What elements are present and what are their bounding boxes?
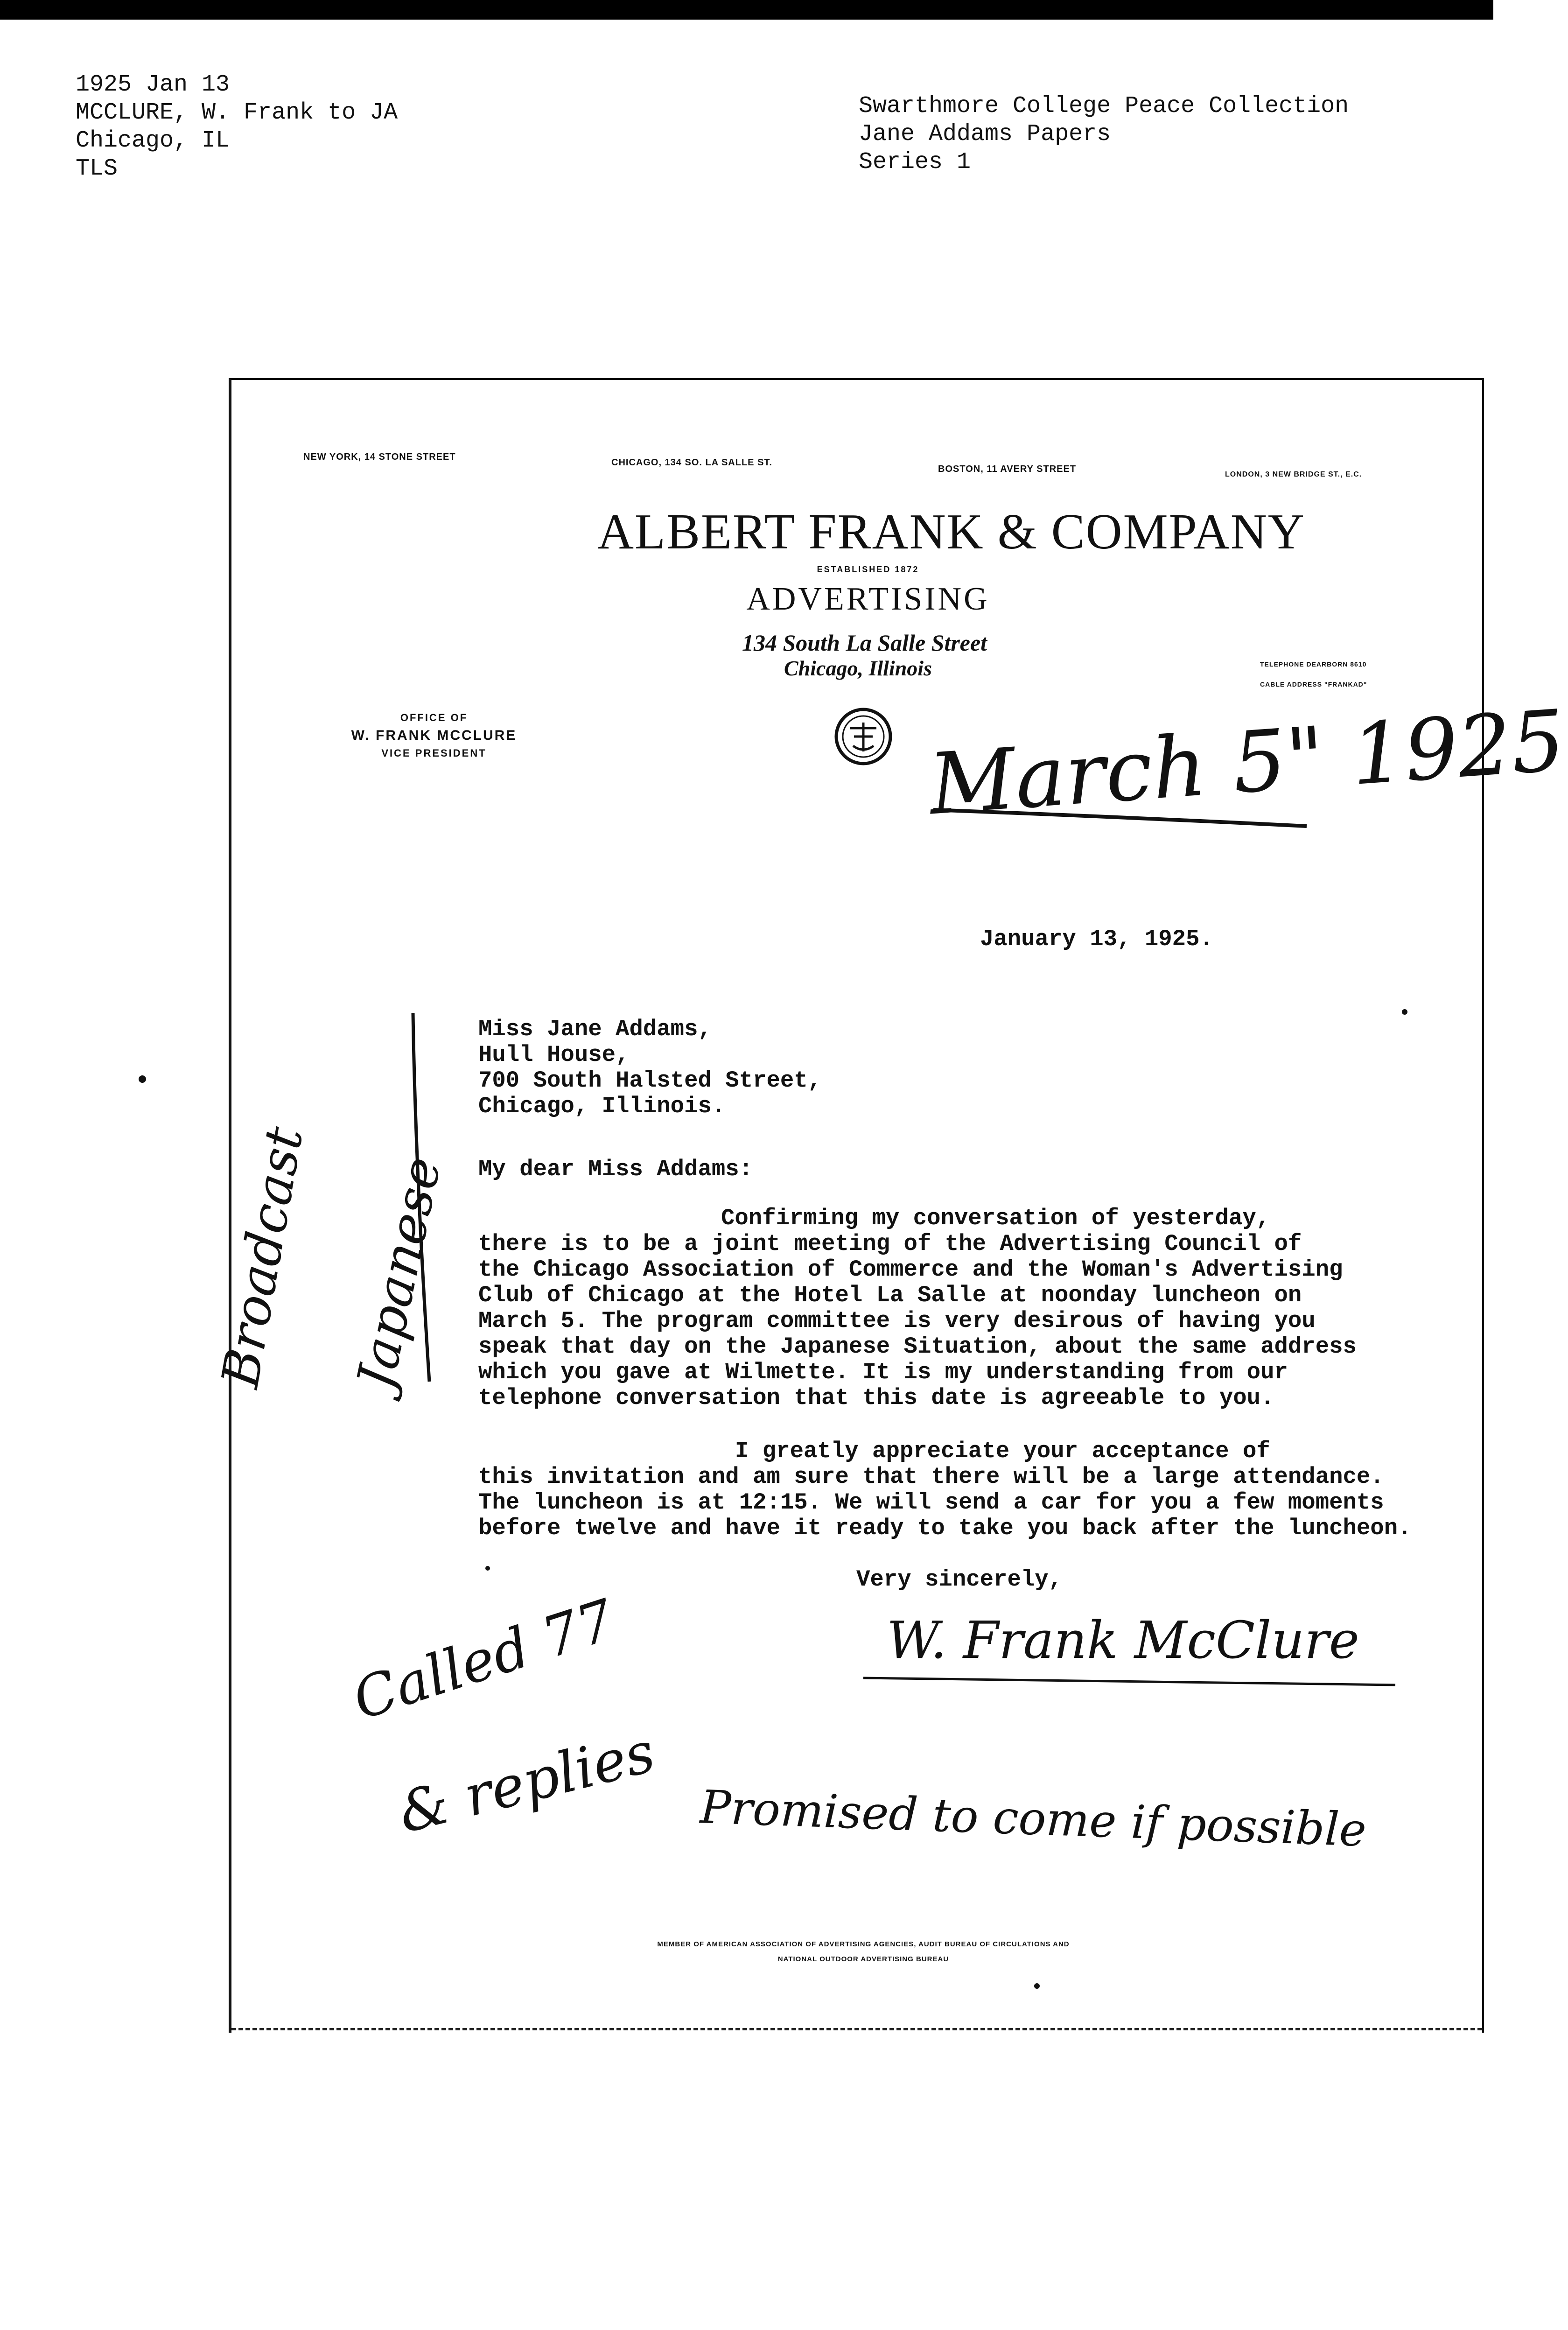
- archive-series: Series 1: [859, 149, 971, 175]
- archive-place: Chicago, IL: [76, 127, 230, 154]
- company-cable: CABLE ADDRESS "FRANKAD": [1260, 681, 1367, 688]
- company-seal-icon: [836, 709, 890, 764]
- closing: Very sincerely,: [856, 1566, 1063, 1593]
- paragraph-line: there is to be a joint meeting of the Advertising Council of: [478, 1231, 1302, 1257]
- paragraph-line: speak that day on the Japanese Situation, about the same address: [478, 1333, 1357, 1360]
- handwritten-called-note: Called 77: [345, 1587, 623, 1733]
- office-title: VICE PRESIDENT: [381, 747, 487, 759]
- recipient-line: Hull House,: [478, 1042, 630, 1068]
- archive-papers: Jane Addams Papers: [859, 121, 1111, 147]
- recipient-line: Miss Jane Addams,: [478, 1016, 712, 1042]
- company-telephone: TELEPHONE DEARBORN 8610: [1260, 660, 1367, 668]
- archive-type: TLS: [76, 155, 118, 182]
- stray-dot: [1402, 1009, 1407, 1015]
- handwritten-bottom-note: Promised to come if possible: [699, 1781, 1367, 1857]
- branch-new-york: NEW YORK, 14 STONE STREET: [303, 452, 456, 462]
- recipient-line: 700 South Halsted Street,: [478, 1067, 822, 1094]
- paragraph-line: the Chicago Association of Commerce and the Woman's Advertising: [478, 1256, 1343, 1283]
- office-name: W. FRANK MCCLURE: [351, 728, 517, 743]
- branch-chicago: CHICAGO, 134 SO. LA SALLE ST.: [611, 457, 772, 468]
- letter-date: January 13, 1925.: [980, 926, 1213, 952]
- archive-collection: Swarthmore College Peace Collection: [859, 93, 1349, 119]
- stray-dot: [139, 1075, 146, 1083]
- archive-correspondents: MCCLURE, W. Frank to JA: [76, 99, 398, 126]
- margin-note-japanese: Japanese: [345, 1151, 453, 1394]
- branch-boston: BOSTON, 11 AVERY STREET: [938, 464, 1077, 474]
- signature: W. Frank McClure: [887, 1610, 1359, 1670]
- paragraph-line: which you gave at Wilmette. It is my understanding from our: [478, 1359, 1288, 1385]
- business-type: ADVERTISING: [746, 581, 990, 617]
- company-name: ALBERT FRANK & COMPANY: [597, 504, 1305, 560]
- paragraph-1: [478, 1206, 1357, 1411]
- company-city: Chicago, Illinois: [784, 656, 932, 680]
- stray-dot: [1034, 1983, 1040, 1989]
- paragraph-line: March 5. The program committee is very desirous of having you: [478, 1308, 1316, 1334]
- paragraph-2: [478, 1439, 1412, 1541]
- archive-date: 1925 Jan 13: [76, 71, 230, 98]
- office-label: OFFICE OF: [400, 712, 468, 723]
- paragraph-line: Club of Chicago at the Hotel La Salle at noonday luncheon on: [478, 1282, 1302, 1308]
- salutation: My dear Miss Addams:: [478, 1156, 753, 1182]
- signature-underline: [863, 1678, 1395, 1685]
- paragraph-line: Confirming my conversation of yesterday,: [721, 1205, 1270, 1231]
- paragraph-line: before twelve and have it ready to take you back after the luncheon.: [478, 1515, 1412, 1541]
- footer-line: MEMBER OF AMERICAN ASSOCIATION OF ADVERTISING AGENCIES, AUDIT BUREAU OF CIRCULATIONS AND: [657, 1940, 1070, 1948]
- paragraph-line: this invitation and am sure that there will be a large attendance.: [478, 1464, 1384, 1490]
- margin-note-broadcast: Broadcast: [210, 1123, 315, 1392]
- recipient-line: Chicago, Illinois.: [478, 1093, 726, 1119]
- stray-dot: [485, 1566, 490, 1571]
- handwritten-date-note: March 5" 1925: [926, 692, 1568, 834]
- handwritten-replies-note: & replies: [392, 1719, 661, 1846]
- paragraph-line: The luncheon is at 12:15. We will send a car for you a few moments: [478, 1489, 1384, 1516]
- recipient-block: [478, 1017, 821, 1119]
- footer-membership: [467, 1937, 1260, 1967]
- footer-line: NATIONAL OUTDOOR ADVERTISING BUREAU: [777, 1955, 949, 1963]
- paragraph-line: telephone conversation that this date is agreeable to you.: [478, 1385, 1274, 1411]
- branch-london: LONDON, 3 NEW BRIDGE ST., E.C.: [1225, 470, 1362, 478]
- company-street: 134 South La Salle Street: [742, 630, 987, 656]
- paragraph-line: I greatly appreciate your acceptance of: [735, 1438, 1270, 1464]
- established-year: ESTABLISHED 1872: [817, 565, 919, 574]
